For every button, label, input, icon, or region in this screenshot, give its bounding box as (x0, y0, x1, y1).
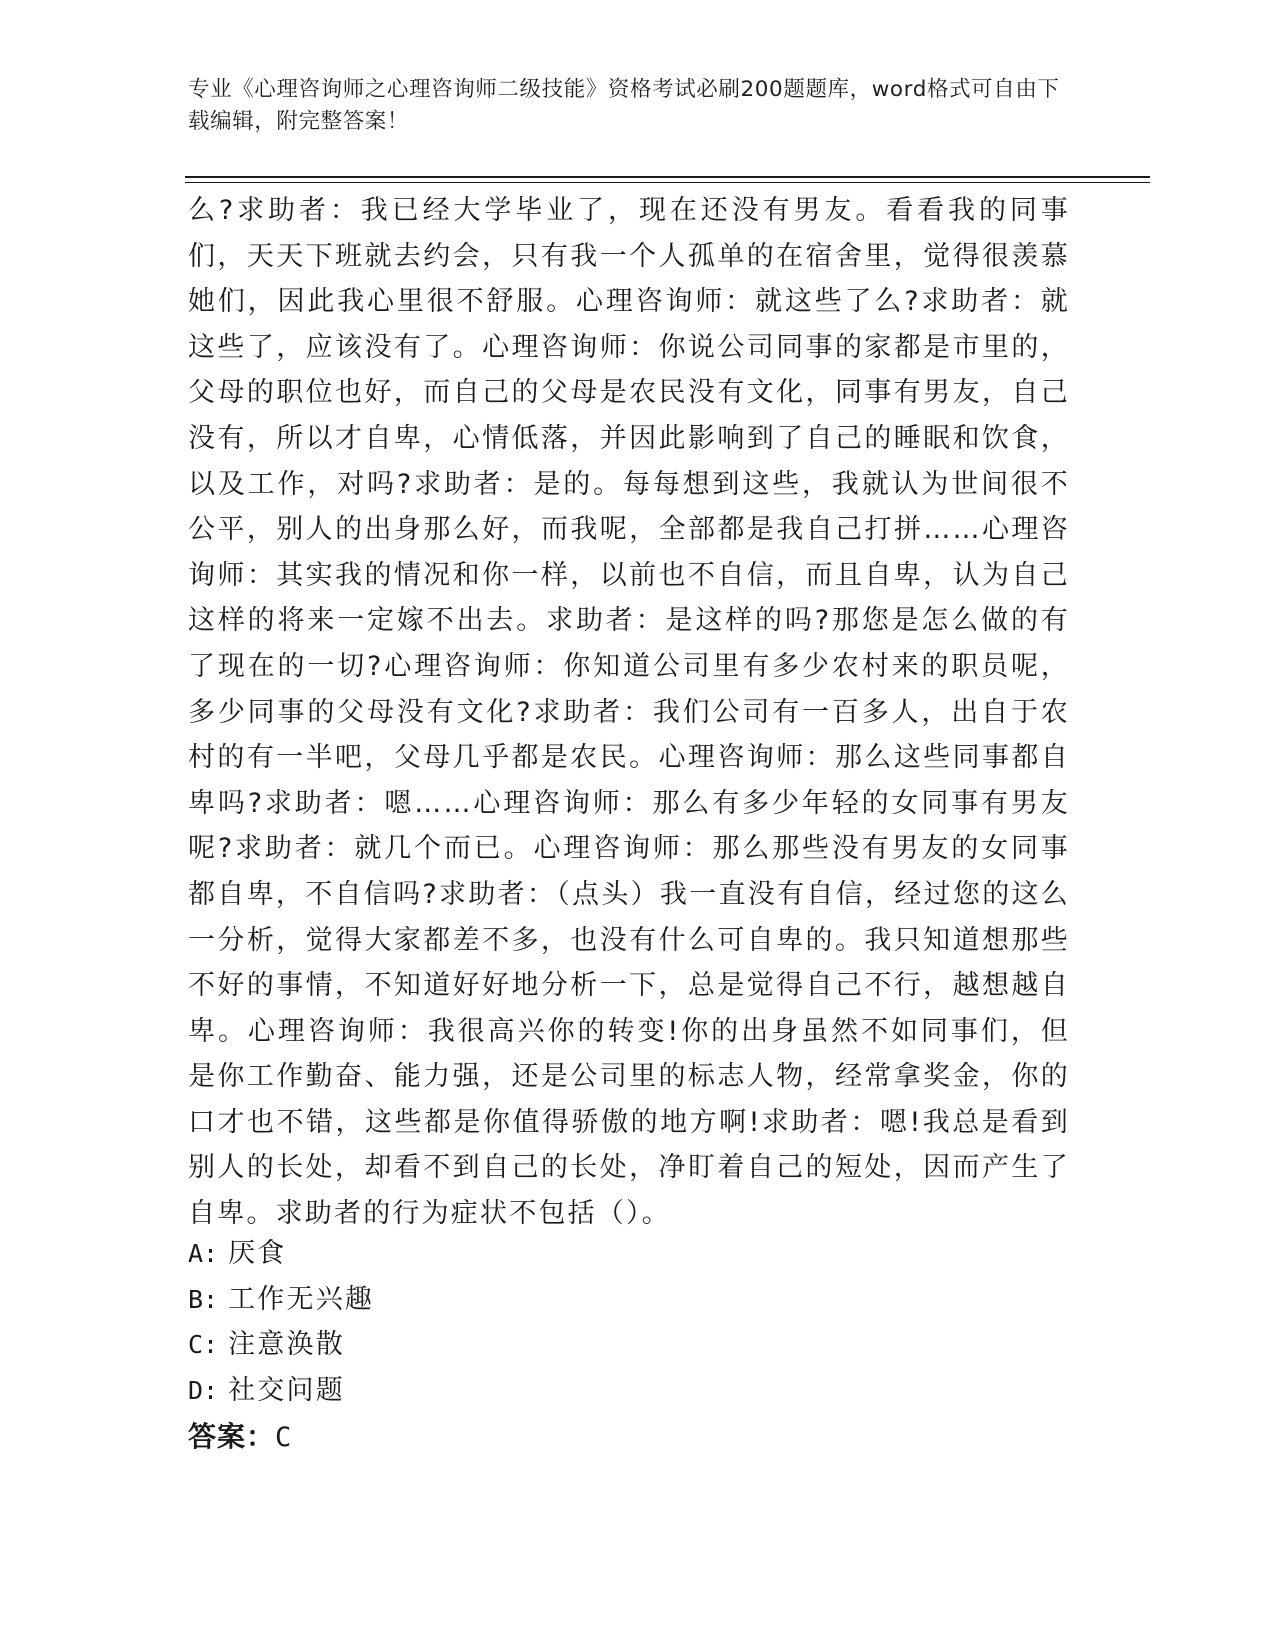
option-text: 注意涣散 (228, 1329, 345, 1361)
header-divider-thin (185, 182, 1150, 183)
option-b (188, 1277, 1068, 1323)
question-text: 么?求助者：我已经大学毕业了，现在还没有男友。看看我的同事们，天天下班就去约会，只有我一个人孤单的在宿舍里，觉得很羡慕她们，因此我心里很不舒服。心理咨询师：就这些了么?求助者：就这些了，应该没有了。心理咨询师：你说公司同事的家都是市里的，父母的职位也好，而自己的父母是农民没有文化，同事有男友，自己没有，所以才自卑，心情低落，并因此影响到了自己的睡眠和饮食，以及工作，对吗?求助者：是的。每每想到这些，我就认为世间很不公平，别人的出身那么好，而我呢，全部都是我自己打拼……心理咨询师：其实我的情况和你一样，以前也不自信，而且自卑，认为自己这样的将来一定嫁不出去。求助者：是这样的吗?那您是怎么做的有了现在的一切?心理咨询师：你知道公司里有多少农村来的职员呢，多少同事的父母没有文化?求助者：我们公司有一百多人，出自于农村的有一半吧，父母几乎都是农民。心理咨询师：那么这些同事都自卑吗?求助者：嗯……心理咨询师：那么有多少年轻的女同事有男友呢?求助者：就几个而已。心理咨询师：那么那些没有男友的女同事都自卑，不自信吗?求助者：（点头）我一直没有自信，经过您的这么一分析，觉得大家都差不多，也没有什么可自卑的。我只知道想那些不好的事情，不知道好好地分析一下，总是觉得自己不行，越想越自卑。心理咨询师：我很高兴你的转变!你的出身虽然不如同事们，但是你工作勤奋、能力强，还是公司里的标志人物，经常拿奖金，你的口才也不错，这些都是你值得骄傲的地方啊!求助者：嗯!我总是看到别人的长处，却看不到自己的长处，净盯着自己的短处，因而产生了自卑。求助者的行为症状不包括（）。 (188, 195, 1070, 1230)
answer-value: C (275, 1422, 293, 1453)
option-text: 厌食 (228, 1238, 287, 1269)
option-text: 社交问题 (228, 1374, 345, 1406)
option-key: D: (188, 1375, 219, 1405)
option-d (188, 1368, 1068, 1414)
option-key: C: (188, 1330, 219, 1360)
options-list (188, 1231, 1068, 1413)
option-key: A: (188, 1239, 219, 1268)
option-c (188, 1322, 1068, 1368)
header-divider-thick (185, 176, 1150, 178)
option-key: B: (188, 1284, 219, 1314)
page-header (188, 74, 1068, 138)
answer-line (188, 1415, 292, 1460)
answer-label: 答案： (188, 1420, 276, 1453)
option-text: 工作无兴趣 (228, 1283, 375, 1315)
option-a (188, 1231, 1068, 1277)
document-title: 专业《心理咨询师之心理咨询师二级技能》资格考试必刷200题题库，word格式可自由下载编辑，附完整答案！ (188, 77, 1060, 134)
